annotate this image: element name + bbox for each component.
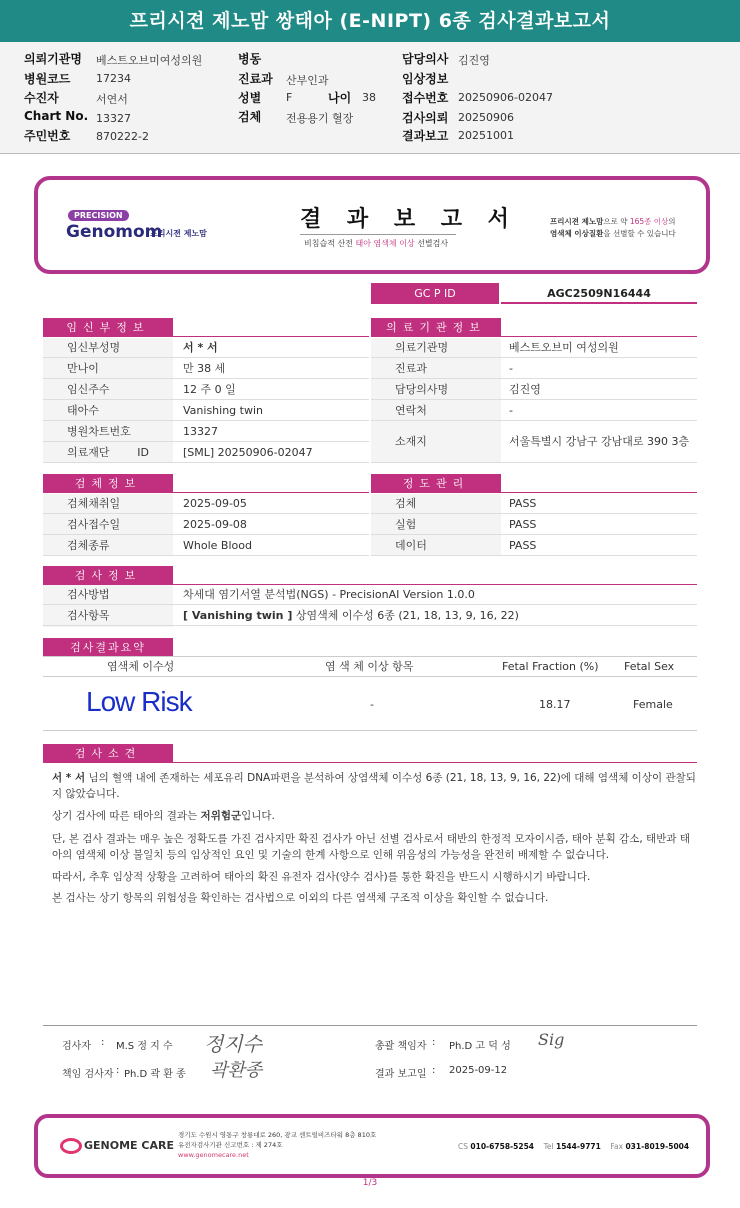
chart-label: Chart No. [24, 109, 89, 123]
pregnant-row-label: 의료재단 ID [67, 446, 149, 459]
pregnant-row-value: Vanishing twin [183, 404, 263, 417]
summary-abnormal-value: - [370, 698, 374, 711]
company-address: 경기도 수원시 영통구 창룡대로 260, 광교 센트럴비즈타워 8층 810호 유전자검사기관 신고번호 : 제 274호 www.genomecare.net [178, 1131, 377, 1159]
report-subtitle: 비침습적 산전 태아 염색체 이상 선별검사 [304, 239, 449, 248]
institution-row-value: 김진영 [509, 383, 541, 396]
hospital-code-value: 17234 [96, 72, 131, 85]
institution-row-value: - [509, 362, 513, 375]
specimen-value: 전용용기 혈장 [286, 112, 354, 125]
sex-label: 성별 [238, 91, 262, 105]
qc-row-value: PASS [509, 518, 537, 531]
test-info-heading: 검사정보 [43, 566, 173, 585]
request-value: 20250906 [458, 111, 514, 124]
director-signature: Sig [538, 1030, 565, 1049]
request-label: 검사의뢰 [402, 111, 449, 125]
rrn-value: 870222-2 [96, 130, 149, 143]
heading-divider [300, 234, 456, 235]
qc-row [371, 493, 697, 514]
company-footer [34, 1114, 710, 1178]
company-contacts: CS 010-6758-5254 Tel 1544-9771 Fax 031-8019-5004 [458, 1142, 690, 1151]
company-website[interactable]: www.genomecare.net [178, 1151, 249, 1159]
pregnant-row [43, 379, 369, 400]
qc-row [371, 514, 697, 535]
qc-row [371, 535, 697, 556]
ward-label: 병동 [238, 52, 262, 66]
summary-col-abnormal: 염 색 체 이상 항목 [325, 660, 414, 673]
genome-care-icon [60, 1138, 82, 1154]
qc-heading: 정도관리 [371, 474, 501, 493]
pregnant-row-value: 13327 [183, 425, 218, 438]
pregnant-row-label: 병원차트번호 [67, 425, 131, 438]
opinion-paragraph-5: 본 검사는 상기 항목의 위험성을 확인하는 검사법으로 이외의 다른 염색체 구조적 이상을 확인할 수 없습니다. [52, 892, 549, 904]
patient-header [0, 42, 740, 154]
institution-row [371, 379, 697, 400]
qc-row-value: PASS [509, 539, 537, 552]
pregnant-row-value: 12 주 0 일 [183, 383, 236, 396]
age-value: 38 [362, 91, 376, 104]
opinion-heading: 검사소견 [43, 744, 173, 763]
summary-header-row [43, 656, 697, 677]
specimen-row-label: 검체종류 [67, 539, 110, 552]
report-banner [34, 176, 710, 274]
clinical-label: 임상정보 [402, 72, 449, 86]
page-number: 1/3 [362, 1178, 378, 1188]
qc-row-label: 검체 [395, 497, 417, 510]
opinion-paragraph-2: 상기 검사에 따른 태아의 결과는 저위험군입니다. [52, 810, 275, 822]
specimen-label: 검체 [238, 110, 262, 124]
risk-result: Low Risk [86, 686, 192, 717]
opinion-paragraph-3: 단, 본 검사 결과는 매우 높은 정확도를 가진 검사지만 확진 검사가 아닌 선별 검사로서 태반의 한정적 모자이시즘, 태아 분획 감소, 태반과 태아의 염색체 이상 불일치 등의 임상적인 요인 및 기술의 한계 사항으로 인해 위음성의 가능성을 완전히 배제할 수 없습니다. [52, 833, 690, 861]
age-label: 나이 [328, 91, 352, 105]
client-value: 베스트오브미여성의원 [96, 54, 203, 67]
test-method-value: 차세대 염기서열 분석법(NGS) - PrecisionAI Version 1.0.0 [183, 588, 475, 601]
opinion-heading-line [43, 762, 697, 763]
pregnant-row-label: 만나이 [67, 362, 99, 375]
pregnant-row-value: 만 38 세 [183, 362, 226, 375]
test-method-label: 검사방법 [67, 588, 110, 601]
sex-value: F [286, 91, 293, 104]
pregnant-row-value: [SML] 20250906-02047 [183, 446, 313, 459]
director-label: 총괄 책임자 [375, 1041, 427, 1052]
doctor-value: 김진영 [458, 54, 490, 67]
report-heading: 결 과 보 고 서 [300, 207, 518, 232]
specimen-row-value: 2025-09-05 [183, 497, 247, 510]
specimen-row-label: 검사접수일 [67, 518, 121, 531]
test-item-row [43, 605, 697, 626]
pregnant-row-label: 임신주수 [67, 383, 110, 396]
opinion-paragraph-1: 서 * 서 님의 혈액 내에 존재하는 세포유리 DNA파편을 분석하여 상염색체 이수성 6종 (21, 18, 13, 9, 16, 22)에 대해 염색체 이상이 관찰되지 않았습니다. [52, 772, 696, 800]
institution-row [371, 400, 697, 421]
dept-value: 산부인과 [286, 74, 329, 87]
genome-care-logo: GENOME CARE [60, 1138, 174, 1154]
pregnant-row [43, 400, 369, 421]
genomom-logo: Genomom [66, 222, 163, 242]
institution-row-label: 진료과 [395, 362, 427, 375]
institution-row-label: 소재지 [395, 435, 427, 448]
institution-row [371, 421, 697, 463]
institution-row-value: 서울특별시 강남구 강남대로 390 3층 [509, 435, 690, 448]
institution-info-heading: 의료기관정보 [371, 318, 501, 337]
receipt-label: 접수번호 [402, 91, 449, 105]
specimen-row [43, 514, 369, 535]
genomom-sub: 프리시젼 제노맘 [150, 229, 207, 238]
report-title-bar: 프리시젼 제노맘 쌍태아 (E-NIPT) 6종 검사결과보고서 [0, 0, 740, 42]
chief-label: 책임 검사자 [62, 1069, 114, 1080]
hospital-code-label: 병원코드 [24, 72, 71, 86]
specimen-row-value: Whole Blood [183, 539, 252, 552]
tester-label: 검사자 [62, 1041, 91, 1052]
institution-row [371, 337, 697, 358]
summary-col-sex: Fetal Sex [624, 660, 675, 673]
specimen-row-value: 2025-09-08 [183, 518, 247, 531]
report-date-label-2: 결과 보고일 [375, 1069, 427, 1080]
report-date-label: 결과보고 [402, 129, 449, 143]
banner-note: 프리시젼 제노맘으로 약 165종 이상의 염색체 이상질환을 선별할 수 있습니다 [550, 217, 676, 238]
qc-row-label: 데이터 [395, 539, 427, 552]
qc-row-value: PASS [509, 497, 537, 510]
opinion-paragraph-4: 따라서, 추후 임상적 상황을 고려하여 태아의 확진 유전자 검사(양수 검사)를 통한 확진을 반드시 시행하시기 바랍니다. [52, 871, 591, 883]
pregnant-row-label: 임신부성명 [67, 341, 121, 354]
pregnant-row-label: 태아수 [67, 404, 99, 417]
dept-label: 진료과 [238, 72, 273, 86]
institution-row-value: 베스트오브미 여성의원 [509, 341, 619, 354]
chief-value: Ph.D 곽 환 종 [124, 1069, 186, 1080]
tester-signature: 정지수 [204, 1032, 262, 1056]
precision-badge: PRECISION [68, 210, 129, 221]
institution-row-value: - [509, 404, 513, 417]
summary-heading: 검사결과요약 [43, 638, 173, 657]
recipient-value: 서연서 [96, 93, 128, 106]
report-date-value-2: 2025-09-12 [449, 1065, 508, 1076]
institution-row-label: 담당의사명 [395, 383, 449, 396]
institution-row-label: 연락처 [395, 404, 427, 417]
pregnant-row [43, 337, 369, 358]
test-method-row [43, 584, 697, 605]
receipt-value: 20250906-02047 [458, 91, 553, 104]
pregnant-row-value: 서 * 서 [183, 341, 218, 354]
recipient-label: 수진자 [24, 91, 59, 105]
director-value: Ph.D 고 덕 성 [449, 1041, 511, 1052]
report-date-value: 20251001 [458, 129, 514, 142]
rrn-label: 주민번호 [24, 129, 71, 143]
gcp-id-label: GC P ID [371, 283, 499, 304]
doctor-label: 담당의사 [402, 52, 449, 66]
institution-row [371, 358, 697, 379]
summary-ff-value: 18.17 [539, 698, 571, 711]
signature-divider [43, 1025, 697, 1026]
chart-value: 13327 [96, 112, 131, 125]
pregnant-row [43, 421, 369, 442]
summary-sex-value: Female [633, 698, 673, 711]
pregnant-info-heading: 임신부정보 [43, 318, 173, 337]
pregnant-row [43, 358, 369, 379]
summary-col-aneuploidy: 염색체 이수성 [107, 660, 175, 673]
test-item-label: 검사항목 [67, 609, 110, 622]
pregnant-row [43, 442, 369, 463]
qc-row-label: 실험 [395, 518, 417, 531]
client-label: 의뢰기관명 [24, 52, 82, 66]
specimen-info-heading: 검체정보 [43, 474, 173, 493]
test-item-value: [ Vanishing twin ] 상염색체 이수성 6종 (21, 18, 13, 9, 16, 22) [183, 609, 519, 622]
summary-bottom-line [43, 730, 697, 731]
gcp-id-value: AGC2509N16444 [501, 283, 697, 304]
specimen-row-label: 검체채취일 [67, 497, 121, 510]
summary-col-ff: Fetal Fraction (%) [502, 660, 599, 673]
specimen-row [43, 493, 369, 514]
institution-row-label: 의료기관명 [395, 341, 449, 354]
tester-value: M.S 정 지 수 [116, 1041, 173, 1052]
specimen-row [43, 535, 369, 556]
chief-signature: 곽환종 [210, 1060, 263, 1081]
